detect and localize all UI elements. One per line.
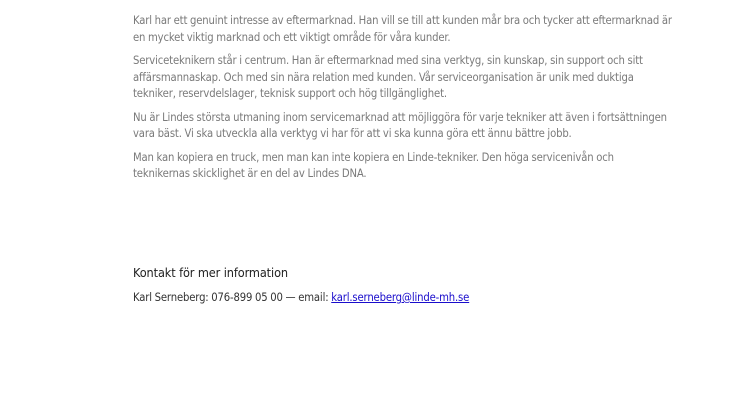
- contact-line: [133, 290, 693, 306]
- article-paragraph: Karl har ett genuint intresse av eftermarknad. Han vill se till att kunden mår bra och tycker att eftermarknad är en mycket viktig marknad och ett viktigt område för våra kunder.: [133, 14, 672, 44]
- contact-text: Karl Serneberg: 076-899 05 00 — email:: [133, 291, 332, 304]
- article-paragraph: Nu är Lindes största utmaning inom servicemarknad att möjliggöra för varje tekniker att även i fortsättningen vara bäst. Vi ska utveckla alla verktyg vi har för att vi ska kunna göra ett ännu bättre jobb.: [133, 110, 667, 140]
- article-body: [133, 13, 673, 190]
- article-paragraph: Serviceteknikern står i centrum. Han är eftermarknad med sina verktyg, sin kunskap, sin support och sitt affärsmannaskap. Och med sin nära relation med kunden. Vår serviceorganisation är unik med duktiga tekniker, reservdelslager, teknisk support och hög tillgänglighet.: [133, 54, 643, 100]
- email-link[interactable]: karl.serneberg@linde-mh.se: [331, 291, 470, 304]
- article-paragraph: Man kan kopiera en truck, men man kan inte kopiera en Linde-tekniker. Den höga servicenivån och teknikernas skicklighet är en del av Lindes DNA.: [133, 150, 614, 180]
- contact-section: [133, 264, 693, 306]
- contact-heading: Kontakt för mer information: [133, 265, 288, 280]
